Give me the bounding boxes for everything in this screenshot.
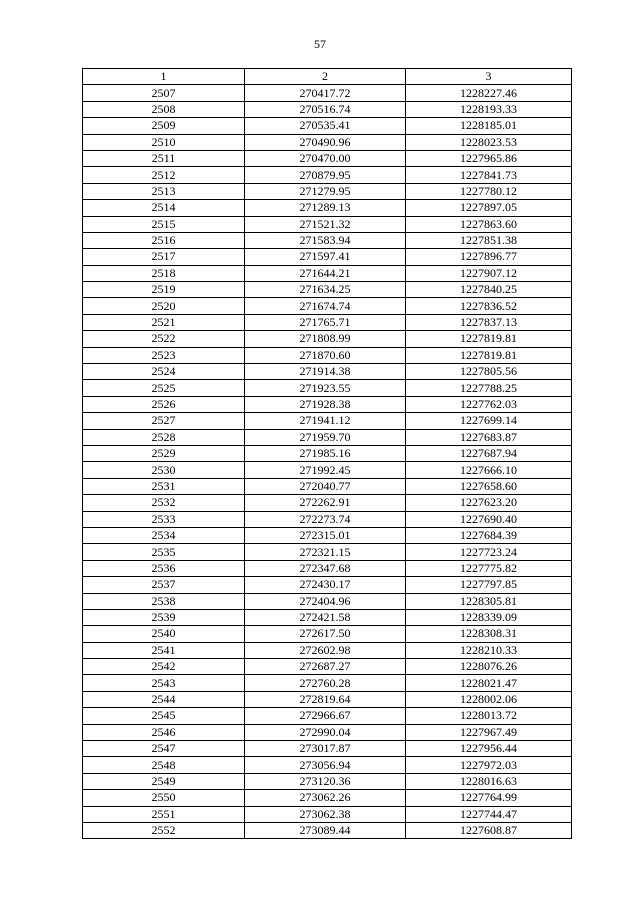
table-cell-col2: 271644.21	[245, 265, 406, 281]
table-cell-col2: 270470.00	[245, 150, 406, 166]
table-cell-col1: 2552	[83, 822, 245, 838]
table-cell-col2: 273089.44	[245, 822, 406, 838]
table-cell-col3: 1227775.82	[406, 560, 572, 576]
table-row	[83, 298, 572, 314]
table-cell-col3: 1227788.25	[406, 380, 572, 396]
table-cell-col1: 2526	[83, 396, 245, 412]
table-cell-col3: 1227836.52	[406, 298, 572, 314]
table-row	[83, 741, 572, 757]
table-cell-col1: 2510	[83, 134, 245, 150]
table-cell-col1: 2507	[83, 85, 245, 101]
table-cell-col2: 270535.41	[245, 118, 406, 134]
table-cell-col1: 2542	[83, 659, 245, 675]
table-cell-col1: 2512	[83, 167, 245, 183]
table-cell-col1: 2541	[83, 642, 245, 658]
table-cell-col3: 1227841.73	[406, 167, 572, 183]
table-cell-col2: 270516.74	[245, 101, 406, 117]
table-row	[83, 724, 572, 740]
table-row	[83, 413, 572, 429]
table-cell-col3: 1227683.87	[406, 429, 572, 445]
table-cell-col2: 273017.87	[245, 741, 406, 757]
table-cell-col1: 2517	[83, 249, 245, 265]
table-cell-col3: 1228013.72	[406, 708, 572, 724]
table-cell-col2: 270417.72	[245, 85, 406, 101]
table-row	[83, 544, 572, 560]
table-cell-col2: 271279.95	[245, 183, 406, 199]
table-cell-col2: 273120.36	[245, 773, 406, 789]
table-cell-col1: 2529	[83, 445, 245, 461]
table-row	[83, 314, 572, 330]
table-row	[83, 675, 572, 691]
table-cell-col1: 2544	[83, 691, 245, 707]
table-cell-col3: 1228308.31	[406, 626, 572, 642]
table-row	[83, 822, 572, 838]
table-cell-col3: 1227723.24	[406, 544, 572, 560]
table-cell-col1: 2534	[83, 527, 245, 543]
table-cell-col1: 2521	[83, 314, 245, 330]
table-cell-col1: 2528	[83, 429, 245, 445]
table-cell-col1: 2538	[83, 593, 245, 609]
table-cell-col1: 2508	[83, 101, 245, 117]
table-cell-col1: 2539	[83, 609, 245, 625]
table-row	[83, 183, 572, 199]
table-cell-col2: 272819.64	[245, 691, 406, 707]
table-cell-col1: 2549	[83, 773, 245, 789]
table-row	[83, 364, 572, 380]
table-row	[83, 216, 572, 232]
table-cell-col2: 272421.58	[245, 609, 406, 625]
table-row	[83, 396, 572, 412]
table-cell-col2: 272990.04	[245, 724, 406, 740]
table-cell-col1: 2519	[83, 282, 245, 298]
table-cell-col1: 2511	[83, 150, 245, 166]
table-cell-col2: 271765.71	[245, 314, 406, 330]
table-cell-col2: 271923.55	[245, 380, 406, 396]
table-cell-col3: 1227863.60	[406, 216, 572, 232]
table-cell-col3: 1228210.33	[406, 642, 572, 658]
table-row	[83, 757, 572, 773]
table-cell-col2: 271985.16	[245, 445, 406, 461]
table-cell-col2: 272602.98	[245, 642, 406, 658]
table-cell-col1: 2513	[83, 183, 245, 199]
table-row	[83, 626, 572, 642]
table-cell-col2: 272262.91	[245, 495, 406, 511]
table-row	[83, 134, 572, 150]
table-cell-col2: 271808.99	[245, 331, 406, 347]
table-cell-col2: 271914.38	[245, 364, 406, 380]
table-row	[83, 642, 572, 658]
table-cell-col2: 272040.77	[245, 478, 406, 494]
table-cell-col1: 2525	[83, 380, 245, 396]
table-cell-col3: 1227666.10	[406, 462, 572, 478]
table-row	[83, 659, 572, 675]
table-cell-col1: 2516	[83, 232, 245, 248]
table-cell-col3: 1228016.63	[406, 773, 572, 789]
table-cell-col3: 1227967.49	[406, 724, 572, 740]
table-header-row	[83, 69, 572, 85]
table-cell-col3: 1227699.14	[406, 413, 572, 429]
table-cell-col1: 2515	[83, 216, 245, 232]
table-cell-col3: 1228021.47	[406, 675, 572, 691]
table-cell-col2: 271928.38	[245, 396, 406, 412]
table-cell-col3: 1228023.53	[406, 134, 572, 150]
table-row	[83, 560, 572, 576]
table-cell-col2: 272966.67	[245, 708, 406, 724]
table-row	[83, 577, 572, 593]
table-cell-col1: 2550	[83, 790, 245, 806]
table-row	[83, 282, 572, 298]
table-row	[83, 790, 572, 806]
page-number: 57	[314, 37, 326, 51]
table-cell-col3: 1227840.25	[406, 282, 572, 298]
table-row	[83, 150, 572, 166]
table-cell-col1: 2551	[83, 806, 245, 822]
table-cell-col3: 1227805.56	[406, 364, 572, 380]
table-cell-col3: 1227687.94	[406, 445, 572, 461]
table-cell-col1: 2523	[83, 347, 245, 363]
table-cell-col1: 2537	[83, 577, 245, 593]
table-cell-col3: 1227684.39	[406, 527, 572, 543]
table-cell-col1: 2530	[83, 462, 245, 478]
table-cell-col2: 272617.50	[245, 626, 406, 642]
table-cell-col3: 1227907.12	[406, 265, 572, 281]
table-row	[83, 232, 572, 248]
table-cell-col3: 1227690.40	[406, 511, 572, 527]
table-row	[83, 773, 572, 789]
table-cell-col1: 2514	[83, 200, 245, 216]
table-cell-col2: 272687.27	[245, 659, 406, 675]
table-row	[83, 101, 572, 117]
table-cell-col3: 1227764.99	[406, 790, 572, 806]
table-row	[83, 806, 572, 822]
table-row	[83, 478, 572, 494]
coordinates-table	[82, 68, 572, 839]
column-header-1: 1	[83, 69, 245, 85]
table-cell-col3: 1228076.26	[406, 659, 572, 675]
table-row	[83, 85, 572, 101]
table-cell-col1: 2527	[83, 413, 245, 429]
table-cell-col1: 2535	[83, 544, 245, 560]
table-cell-col2: 270490.96	[245, 134, 406, 150]
table-cell-col3: 1228227.46	[406, 85, 572, 101]
table-cell-col2: 273062.26	[245, 790, 406, 806]
table-cell-col3: 1227851.38	[406, 232, 572, 248]
table-row	[83, 527, 572, 543]
table-cell-col3: 1227897.05	[406, 200, 572, 216]
table-cell-col3: 1228185.01	[406, 118, 572, 134]
table-row	[83, 708, 572, 724]
table-cell-col3: 1227744.47	[406, 806, 572, 822]
table-row	[83, 691, 572, 707]
table-cell-col1: 2520	[83, 298, 245, 314]
table-cell-col1: 2531	[83, 478, 245, 494]
table-cell-col1: 2532	[83, 495, 245, 511]
table-cell-col3: 1227896.77	[406, 249, 572, 265]
table-row	[83, 593, 572, 609]
table-cell-col2: 271597.41	[245, 249, 406, 265]
table-cell-col2: 271941.12	[245, 413, 406, 429]
table-cell-col2: 270879.95	[245, 167, 406, 183]
table-cell-col3: 1227972.03	[406, 757, 572, 773]
table-cell-col1: 2522	[83, 331, 245, 347]
table-cell-col3: 1227762.03	[406, 396, 572, 412]
table-cell-col1: 2548	[83, 757, 245, 773]
column-header-3: 3	[406, 69, 572, 85]
table-row	[83, 445, 572, 461]
table-cell-col3: 1227608.87	[406, 822, 572, 838]
table-cell-col3: 1227780.12	[406, 183, 572, 199]
table-cell-col2: 272404.96	[245, 593, 406, 609]
table-cell-col3: 1227658.60	[406, 478, 572, 494]
table-cell-col2: 273062.38	[245, 806, 406, 822]
table-row	[83, 495, 572, 511]
table-cell-col1: 2540	[83, 626, 245, 642]
table-row	[83, 429, 572, 445]
table-cell-col1: 2536	[83, 560, 245, 576]
table-cell-col2: 271870.60	[245, 347, 406, 363]
table-cell-col1: 2533	[83, 511, 245, 527]
table-cell-col3: 1227965.86	[406, 150, 572, 166]
table-cell-col2: 272315.01	[245, 527, 406, 543]
table-cell-col3: 1227797.85	[406, 577, 572, 593]
table-row	[83, 380, 572, 396]
table-row	[83, 511, 572, 527]
table-cell-col3: 1228002.06	[406, 691, 572, 707]
table-cell-col2: 271521.32	[245, 216, 406, 232]
table-cell-col2: 271959.70	[245, 429, 406, 445]
table-cell-col3: 1227819.81	[406, 347, 572, 363]
table-cell-col3: 1228339.09	[406, 609, 572, 625]
table-cell-col2: 271992.45	[245, 462, 406, 478]
table-cell-col1: 2545	[83, 708, 245, 724]
table-row	[83, 462, 572, 478]
table-row	[83, 347, 572, 363]
table-cell-col1: 2509	[83, 118, 245, 134]
table-cell-col2: 272321.15	[245, 544, 406, 560]
table-cell-col2: 271674.74	[245, 298, 406, 314]
table-row	[83, 167, 572, 183]
table-cell-col1: 2524	[83, 364, 245, 380]
table-row	[83, 249, 572, 265]
table-row	[83, 331, 572, 347]
table-cell-col3: 1228193.33	[406, 101, 572, 117]
table-cell-col2: 272430.17	[245, 577, 406, 593]
table-cell-col3: 1228305.81	[406, 593, 572, 609]
table-cell-col3: 1227623.20	[406, 495, 572, 511]
table-row	[83, 118, 572, 134]
table-cell-col2: 272347.68	[245, 560, 406, 576]
table-row	[83, 265, 572, 281]
table-cell-col1: 2546	[83, 724, 245, 740]
table-cell-col2: 273056.94	[245, 757, 406, 773]
table-row	[83, 609, 572, 625]
table-cell-col2: 271289.13	[245, 200, 406, 216]
table-cell-col2: 271583.94	[245, 232, 406, 248]
table-cell-col1: 2547	[83, 741, 245, 757]
table-cell-col3: 1227956.44	[406, 741, 572, 757]
table-cell-col2: 272760.28	[245, 675, 406, 691]
table-cell-col3: 1227819.81	[406, 331, 572, 347]
table-body	[83, 85, 572, 839]
table-cell-col2: 272273.74	[245, 511, 406, 527]
column-header-2: 2	[245, 69, 406, 85]
table-cell-col1: 2543	[83, 675, 245, 691]
table-cell-col1: 2518	[83, 265, 245, 281]
table-cell-col2: 271634.25	[245, 282, 406, 298]
table-row	[83, 200, 572, 216]
table-cell-col3: 1227837.13	[406, 314, 572, 330]
